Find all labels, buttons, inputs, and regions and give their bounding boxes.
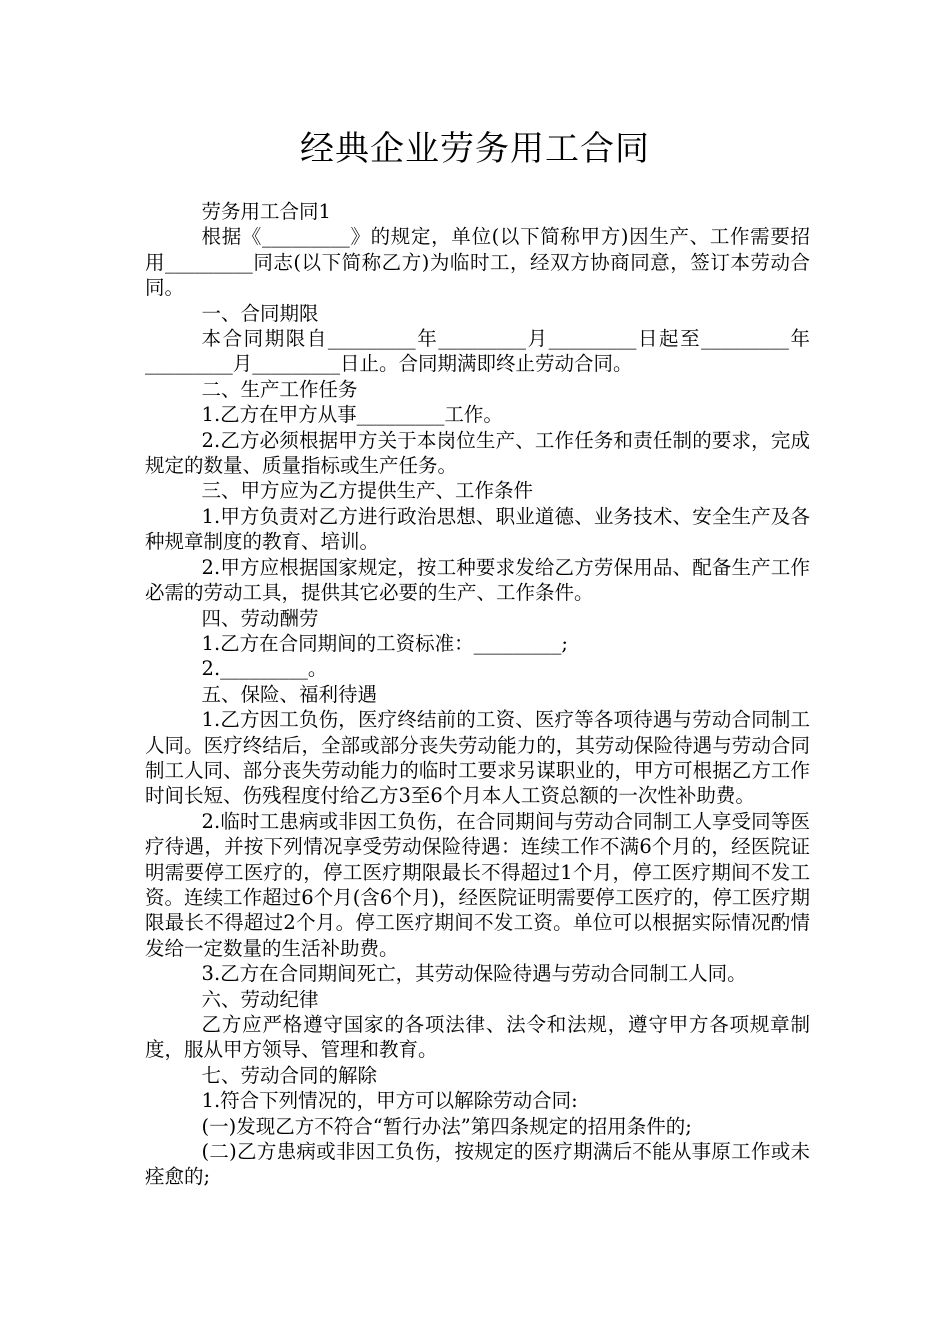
paragraph: 本合同期限自_________年_________月_________日起至_________年_________月_________日止。合同期满即终止劳动合同。 <box>145 327 810 376</box>
section-heading: 七、劳动合同的解除 <box>201 1063 378 1087</box>
paragraph: 乙方应严格遵守国家的各项法律、法令和法规，遵守甲方各项规章制度，服从甲方领导、管理和教育。 <box>145 1013 810 1062</box>
paragraph: (一)发现乙方不符合“暂行办法”第四条规定的招用条件的; <box>201 1114 692 1138</box>
paragraph: 劳务用工合同1 <box>201 200 331 223</box>
section-heading: 四、劳动酬劳 <box>201 606 319 630</box>
paragraph: 2.临时工患病或非因工负伤，在合同期间与劳动合同制工人享受同等医疗待遇，并按下列情况享受劳动保险待遇：连续工作不满6个月的，经医院证明需要停工医疗的，停工医疗期限最长不得超过1个月，停工医疗期间不发工资。连续工作超过6个月(含6个月)，经医院证明需要停工医疗的，停工医疗期限最长不得超过2个月。停工医疗期间不发工资。单位可以根据实际情况酌情发给一定数量的生活补助费。 <box>145 809 810 960</box>
section-heading: 五、保险、福利待遇 <box>201 682 378 706</box>
paragraph: 3.乙方在合同期间死亡，其劳动保险待遇与劳动合同制工人同。 <box>201 962 747 986</box>
document-body <box>145 199 810 1190</box>
paragraph: 2.甲方应根据国家规定，按工种要求发给乙方劳保用品、配备生产工作必需的劳动工具，提供其它必要的生产、工作条件。 <box>145 555 810 605</box>
document-title: 经典企业劳务用工合同 <box>300 129 650 169</box>
paragraph: 根据《_________》的规定，单位(以下简称甲方)因生产、工作需要招用_________同志(以下简称乙方)为临时工，经双方协商同意，签订本劳动合同。 <box>145 225 810 300</box>
paragraph: 2._________。 <box>201 657 328 681</box>
paragraph: 1.符合下列情况的，甲方可以解除劳动合同: <box>201 1089 578 1113</box>
paragraph: 1.甲方负责对乙方进行政治思想、职业道德、业务技术、安全生产及各种规章制度的教育、培训。 <box>145 504 810 554</box>
paragraph: 1.乙方在甲方从事_________工作。 <box>201 403 503 427</box>
section-heading: 三、甲方应为乙方提供生产、工作条件 <box>201 479 534 503</box>
paragraph: (二)乙方患病或非因工负伤，按规定的医疗期满后不能从事原工作或未痊愈的; <box>145 1140 810 1189</box>
section-heading: 二、生产工作任务 <box>201 377 358 401</box>
paragraph: 1.乙方因工负伤，医疗终结前的工资、医疗等各项待遇与劳动合同制工人同。医疗终结后，全部或部分丧失劳动能力的，其劳动保险待遇与劳动合同制工人同、部分丧失劳动能力的临时工要求另谋职业的，甲方可根据乙方工作时间长短、伤残程度付给乙方3至6个月本人工资总额的一次性补助费。 <box>145 708 810 808</box>
section-heading: 一、合同期限 <box>201 301 319 325</box>
section-heading: 六、劳动纪律 <box>201 987 319 1011</box>
paragraph: 2.乙方必须根据甲方关于本岗位生产、工作任务和责任制的要求，完成规定的数量、质量指标或生产任务。 <box>145 428 810 478</box>
paragraph: 1.乙方在合同期间的工资标准：_________; <box>201 631 568 655</box>
